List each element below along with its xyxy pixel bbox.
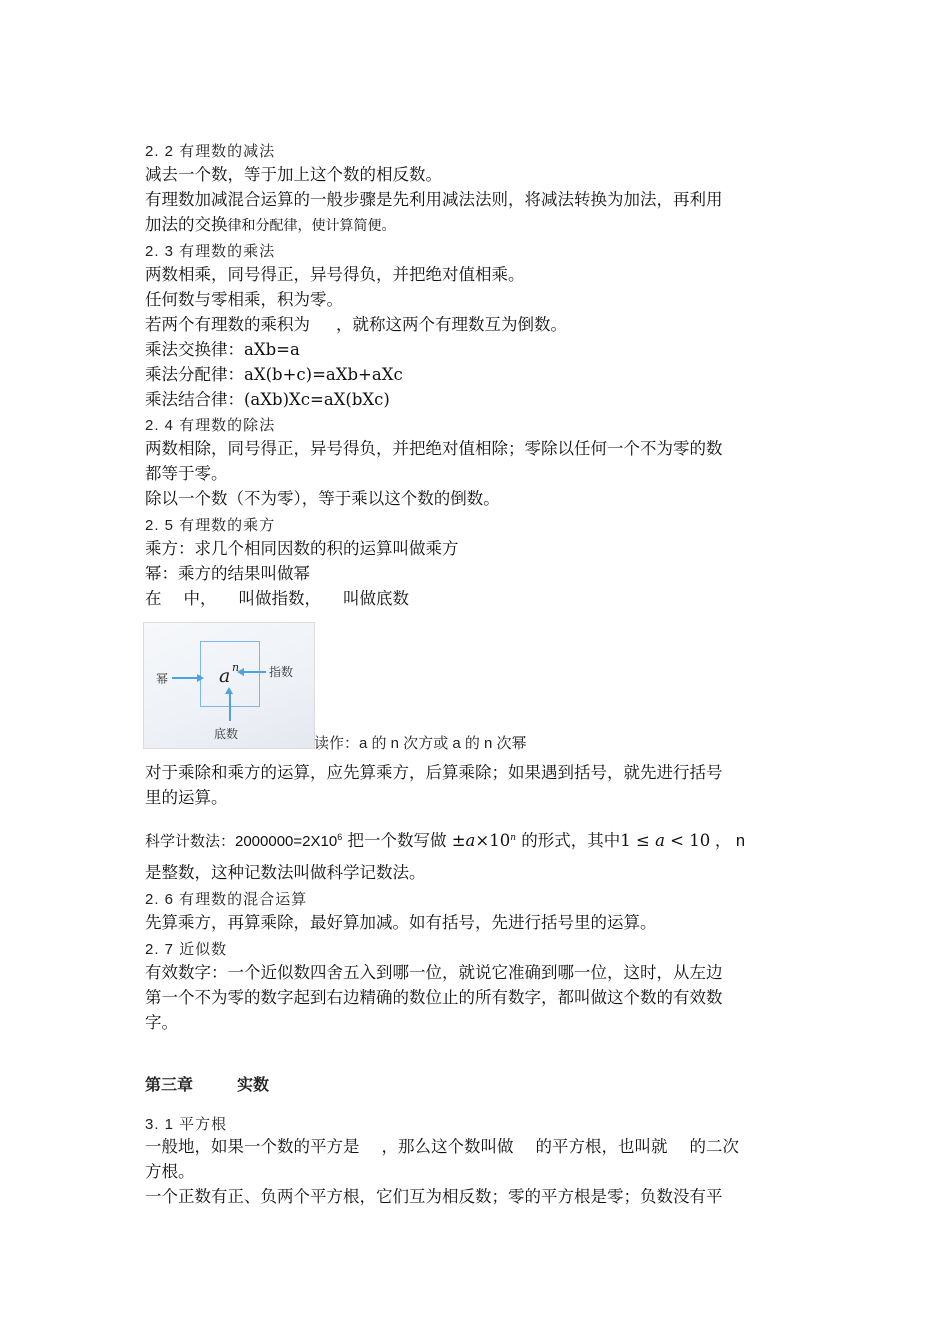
text-span: ，那么这个数叫做 bbox=[381, 1137, 514, 1156]
arrow-head-icon bbox=[197, 674, 204, 682]
arrow-line bbox=[229, 693, 231, 721]
text-line: 两数相除，同号得正，异号得负，并把绝对值相除；零除以任何一个不为零的数 bbox=[145, 439, 723, 458]
section-heading-2-5: 2. 5 有理数的乘方 bbox=[145, 517, 276, 534]
math-symbol: a bbox=[465, 831, 476, 850]
text-span: 6 bbox=[337, 832, 343, 842]
section-heading-2-2: 2. 2 有理数的减法 bbox=[145, 143, 276, 160]
text-span: ，就称这两个有理数互为倒数。 bbox=[336, 315, 567, 334]
text-span: 叫做指数， bbox=[238, 589, 321, 608]
text-span: 把一个数写做 ± bbox=[342, 831, 466, 850]
text-span: 的平方根，也叫就 bbox=[535, 1137, 668, 1156]
text-span: 律和分配律，使计算简便。 bbox=[227, 218, 396, 234]
section-heading-3-1: 3. 1 平方根 bbox=[145, 1116, 228, 1133]
text-span: 中， bbox=[183, 589, 217, 608]
text-span: 在 bbox=[145, 589, 162, 608]
text-span: 的二次 bbox=[689, 1137, 739, 1156]
arrow-line bbox=[172, 677, 198, 679]
text-span: 科学计数法：2000000=2X10 bbox=[145, 833, 338, 850]
math-symbol: < 10 bbox=[664, 831, 711, 850]
text-span: 的形式，其中 bbox=[516, 831, 621, 850]
text-line: 除以一个数（不为零），等于乘以这个数的倒数。 bbox=[145, 489, 500, 508]
text-line: 任何数与零相乘，积为零。 bbox=[145, 290, 343, 309]
text-line: 一个正数有正、负两个平方根，它们互为相反数；零的平方根是零；负数没有平 bbox=[145, 1187, 723, 1206]
text-span: 一般地，如果一个数的平方是 bbox=[145, 1137, 360, 1156]
text-line: 乘法结合律：(aXb)Xc=aX(bXc) bbox=[145, 390, 390, 409]
base-symbol: a bbox=[219, 665, 231, 687]
chapter-heading bbox=[145, 1072, 269, 1095]
text-line bbox=[145, 214, 396, 237]
math-symbol: n bbox=[510, 833, 517, 843]
text-line: 对于乘除和乘方的运算，应先算乘方，后算乘除；如果遇到括号，就先进行括号 bbox=[145, 763, 723, 782]
arrow-line bbox=[242, 671, 266, 673]
text-span: 加法的交换 bbox=[145, 215, 228, 234]
power-diagram-image bbox=[143, 622, 315, 749]
power-label: 幂 bbox=[156, 672, 169, 686]
section-heading-2-6: 2. 6 有理数的混合运算 bbox=[145, 891, 308, 908]
text-line: 有效数字：一个近似数四舍五入到哪一位，就说它准确到哪一位，这时，从左边 bbox=[145, 963, 723, 982]
base-label: 底数 bbox=[214, 727, 239, 741]
math-symbol: ×10 bbox=[475, 831, 511, 850]
text-line: 乘方：求几个相同因数的积的运算叫做乘方 bbox=[145, 539, 459, 558]
figure-caption: 读作：a 的 n 次方或 a 的 n 次幂 bbox=[314, 735, 527, 752]
exponent-symbol: n bbox=[232, 661, 240, 674]
math-symbol: a bbox=[655, 831, 665, 850]
text-line: 字。 bbox=[145, 1013, 178, 1032]
text-span: 若两个有理数的乘积为 bbox=[145, 315, 310, 334]
text-span: 叫做底数 bbox=[343, 589, 409, 608]
text-line: 里的运算。 bbox=[145, 788, 228, 807]
text-line bbox=[145, 314, 567, 336]
section-heading-2-4: 2. 4 有理数的除法 bbox=[145, 417, 276, 434]
arrow-head-icon bbox=[237, 668, 244, 676]
chapter-title: 实数 bbox=[237, 1077, 270, 1094]
text-line: 第一个不为零的数字起到右边精确的数位止的所有数字，都叫做这个数的有效数 bbox=[145, 988, 723, 1007]
section-heading-2-7: 2. 7 近似数 bbox=[145, 941, 228, 958]
arrow-head-icon bbox=[225, 687, 233, 694]
scientific-notation-line bbox=[145, 826, 745, 853]
text-line bbox=[145, 1136, 739, 1158]
section-heading-2-3: 2. 3 有理数的乘法 bbox=[145, 243, 276, 260]
text-line: 先算乘方，再算乘除，最好算加减。如有括号，先进行括号里的运算。 bbox=[145, 913, 657, 932]
text-line: 幂：乘方的结果叫做幂 bbox=[145, 564, 310, 583]
text-line: 是整数，这种记数法叫做科学记数法。 bbox=[145, 863, 426, 882]
text-line: 方根。 bbox=[145, 1162, 195, 1181]
text-line: 两数相乘，同号得正，异号得负，并把绝对值相乘。 bbox=[145, 265, 525, 284]
text-span: ， n bbox=[710, 832, 746, 850]
text-line: 减去一个数，等于加上这个数的相反数。 bbox=[145, 165, 442, 184]
text-line bbox=[145, 588, 409, 610]
math-symbol: 1 ≤ bbox=[620, 831, 656, 850]
chapter-number: 第三章 bbox=[145, 1077, 194, 1094]
exponent-label: 指数 bbox=[269, 665, 294, 679]
text-line: 乘法交换律：aXb=a bbox=[145, 340, 300, 359]
text-line: 有理数加减混合运算的一般步骤是先利用减法法则，将减法转换为加法，再利用 bbox=[145, 190, 723, 209]
text-line: 乘法分配律：aX(b+c)=aXb+aXc bbox=[145, 365, 403, 384]
text-line: 都等于零。 bbox=[145, 464, 228, 483]
